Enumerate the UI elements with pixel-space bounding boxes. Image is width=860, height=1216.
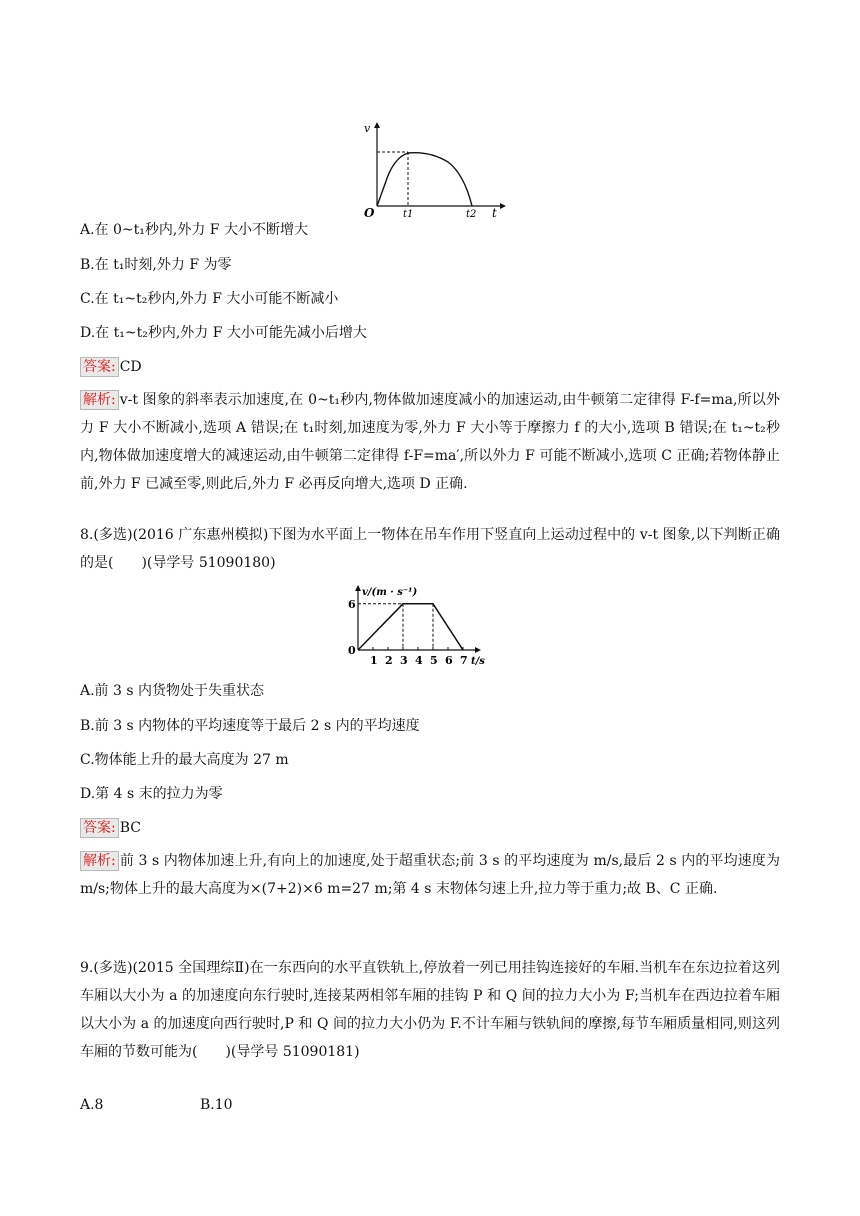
x-tick-label-3: 3 — [400, 654, 408, 667]
q8-option-d: D.第 4 s 末的拉力为零 — [80, 786, 223, 802]
x-tick-label-2: 2 — [385, 654, 393, 667]
q8-answer-label: 答案: — [80, 818, 119, 838]
q9-stem: 9.(多选)(2015 全国理综Ⅱ)在一东西向的水平直铁轨上,停放着一列已用挂钩连接好的车厢.当机车在东边拉着这列车厢以大小为 a 的加速度向东行驶时,连接某两相邻车厢的挂钩 P 和 Q 间的拉力大小为 F;当机车在西边拉着车厢以大小为 a 的加速度向西行驶时,P 和 Q 间的拉力大小仍为 F.不计车厢与铁轨间的摩擦,每节车厢质量相同,则这列车厢的节数可能为( )(导学号 51090181) — [80, 960, 780, 1060]
y-tick-label-6: 6 — [348, 597, 356, 611]
q7-analysis-label: 解析: — [80, 390, 119, 410]
q9-option-a: A.8 — [80, 1097, 104, 1113]
vt-curve-figure — [360, 118, 510, 218]
q7-option-d: D.在 t₁~t₂秒内,外力 F 大小可能先减小后增大 — [80, 325, 367, 341]
x-axis-label: t/s — [471, 656, 485, 667]
fig1-t-arrow — [500, 203, 506, 209]
fig1-curve — [377, 153, 472, 206]
fig1-t1-label: t1 — [403, 209, 414, 218]
vt-chart — [320, 585, 500, 670]
q9-option-b: B.10 — [200, 1097, 233, 1113]
q8-answer-row — [80, 818, 141, 838]
x-tick-label-1: 1 — [370, 654, 378, 667]
y-axis-label: v/(m · s⁻¹) — [362, 587, 418, 598]
fig1-v-label: v — [364, 122, 371, 135]
q8-option-b: B.前 3 s 内物体的平均速度等于最后 2 s 内的平均速度 — [80, 718, 420, 734]
q8-analysis — [80, 847, 780, 903]
q8-option-c: C.物体能上升的最大高度为 27 m — [80, 752, 289, 768]
q8-answer-value: BC — [119, 820, 141, 836]
q7-analysis — [80, 386, 780, 498]
x-tick-label-7: 7 — [460, 654, 468, 667]
x-axis-arrow — [475, 647, 481, 653]
q8-stem: 8.(多选)(2016 广东惠州模拟)下图为水平面上一物体在吊车作用下竖直向上运动过程中的 v-t 图象,以下判断正确的是( )(导学号 51090180) — [80, 527, 780, 571]
q7-option-a: A.在 0~t₁秒内,外力 F 大小不断增大 — [80, 222, 308, 238]
q7-answer-row — [80, 357, 142, 377]
q8-option-a: A.前 3 s 内货物处于失重状态 — [80, 683, 265, 699]
q7-option-c: C.在 t₁~t₂秒内,外力 F 大小可能不断减小 — [80, 291, 339, 307]
fig1-origin-label: O — [364, 206, 375, 218]
fig1-t-label: t — [492, 206, 497, 218]
q7-analysis-text: v-t 图象的斜率表示加速度,在 0~t₁秒内,物体做加速度减小的加速运动,由牛顿第二定律得 F-f=ma,所以外力 F 大小不断减小,选项 A 错误;在 t₁时刻,加速度为零,外力 F 大小等于摩擦力 f 的大小,选项 B 错误;在 t₁~t₂秒内,物体做加速度增大的减速运动,由牛顿第二定律得 f-F=ma′,所以外力 F 可能不断减小,选项 C 正确;若物体静止前,外力 F 已减至零,则此后,外力 F 必再反向增大,选项 D 正确. — [80, 392, 780, 492]
x-tick-label-5: 5 — [430, 654, 438, 667]
x-tick-label-6: 6 — [445, 654, 453, 667]
q8-analysis-label: 解析: — [80, 851, 119, 871]
y-axis-arrow — [355, 585, 361, 591]
q8-analysis-text: 前 3 s 内物体加速上升,有向上的加速度,处于超重状态;前 3 s 的平均速度为 m/s,最后 2 s 内的平均速度为 m/s;物体上升的最大高度为×(7+2)×6 m=27 m;第 4 s 末物体匀速上升,拉力等于重力;故 B、C 正确. — [80, 853, 780, 897]
fig1-v-arrow — [374, 122, 380, 128]
fig1-t2-label: t2 — [466, 209, 477, 218]
q7-answer-value: CD — [119, 359, 142, 375]
x-tick-label-4: 4 — [415, 654, 423, 667]
q7-option-b: B.在 t₁时刻,外力 F 为零 — [80, 257, 232, 273]
x-tick-label-0: 0 — [348, 644, 356, 657]
series-line — [358, 604, 463, 650]
q7-answer-label: 答案: — [80, 357, 119, 377]
